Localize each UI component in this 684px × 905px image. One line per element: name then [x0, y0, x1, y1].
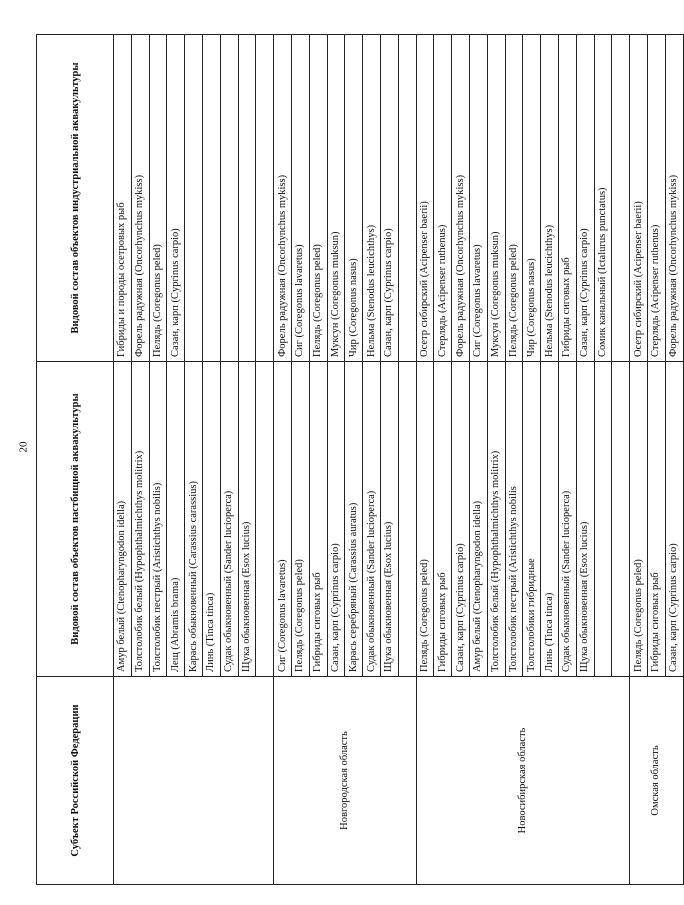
pasture-species-cell: Пелядь (Coregonus peled): [416, 362, 434, 677]
industrial-species-cell: Сазан, карп (Cyprinus carpio): [380, 35, 398, 362]
pasture-species-cell: Амур белый (Ctenopharyngodon idella): [114, 362, 132, 677]
region-cell: Новосибирская область: [416, 677, 630, 885]
pasture-species-cell: [256, 362, 274, 677]
industrial-species-cell: Гибриды сиговых рыб: [558, 35, 576, 362]
pasture-species-cell: Карась серебряный (Carassius auratus): [345, 362, 363, 677]
industrial-species-cell: Осетр сибирский (Acipenser baerii): [416, 35, 434, 362]
pasture-species-cell: Гибриды сиговых рыб: [434, 362, 452, 677]
pasture-species-cell: Толстолобик пестрый (Aristichthys nobilis): [149, 362, 167, 677]
industrial-species-cell: Стерлядь (Acipenser ruthenus): [434, 35, 452, 362]
region-cell: [114, 677, 274, 885]
rotated-page-frame: [36, 35, 680, 885]
pasture-species-cell: [594, 362, 612, 677]
pasture-species-cell: Толстолобик пестрый (Aristichthys nobilis: [505, 362, 523, 677]
pasture-species-cell: Щука обыкновенная (Esox lucius): [576, 362, 594, 677]
industrial-species-cell: Осетр сибирский (Acipenser baerii): [630, 35, 648, 362]
industrial-species-cell: [220, 35, 238, 362]
industrial-species-cell: Стерлядь (Acipenser ruthenus): [647, 35, 665, 362]
industrial-species-cell: Сомик канальный (Ictalurus punctatus): [594, 35, 612, 362]
pasture-species-cell: Амур белый (Ctenopharyngodon idella): [469, 362, 487, 677]
table-row: [630, 35, 648, 885]
industrial-species-cell: Сиг (Coregonus lavaretus): [291, 35, 309, 362]
table-header: [37, 35, 114, 885]
pasture-species-cell: Гибриды сиговых рыб: [309, 362, 327, 677]
industrial-species-cell: Сазан, карп (Cyprinus carpio): [576, 35, 594, 362]
pasture-species-cell: [612, 362, 630, 677]
table-row: [416, 35, 434, 885]
pasture-species-cell: Гибриды сиговых рыб: [647, 362, 665, 677]
pasture-species-cell: Щука обыкновенная (Esox lucius): [380, 362, 398, 677]
industrial-species-cell: Форель радужная (Oncorhynchus mykiss): [452, 35, 470, 362]
industrial-species-cell: Пелядь (Coregonus peled): [309, 35, 327, 362]
industrial-species-cell: Сазан, карп (Cyprinus carpio): [167, 35, 185, 362]
pasture-species-cell: Пелядь (Coregonus peled): [630, 362, 648, 677]
pasture-species-cell: Толстолобики гибридные: [523, 362, 541, 677]
pasture-species-cell: Толстолобик белый (Hypophthalmichthys molitrix): [131, 362, 149, 677]
pasture-species-cell: Линь (Tinca tinca): [202, 362, 220, 677]
industrial-species-cell: Пелядь (Coregonus peled): [149, 35, 167, 362]
industrial-species-cell: Форель радужная (Oncorhynchus mykiss): [274, 35, 292, 362]
pasture-species-cell: Сазан, карп (Cyprinus carpio): [327, 362, 345, 677]
pasture-species-cell: Сазан, карп (Cyprinus carpio): [452, 362, 470, 677]
industrial-species-cell: Форель радужная (Oncorhynchus mykiss): [665, 35, 683, 362]
pasture-species-cell: Щука обыкновенная (Esox lucius): [238, 362, 256, 677]
industrial-species-cell: [238, 35, 256, 362]
document-sheet: [36, 35, 680, 885]
industrial-species-cell: Форель радужная (Oncorhynchus mykiss): [131, 35, 149, 362]
table-row: [274, 35, 292, 885]
industrial-species-cell: [398, 35, 416, 362]
industrial-species-cell: Чир (Coregonus nasus): [523, 35, 541, 362]
species-table: [36, 34, 684, 885]
industrial-species-cell: Муксун (Coregonus muksun): [327, 35, 345, 362]
pasture-species-cell: Линь (Tinca tinca): [541, 362, 559, 677]
pasture-species-cell: Сазан, карп (Cyprinus carpio): [665, 362, 683, 677]
region-cell: Новгородская область: [274, 677, 416, 885]
pasture-species-cell: Пелядь (Coregonus peled): [291, 362, 309, 677]
pasture-species-cell: Карась обыкновенный (Carassius carassius): [185, 362, 203, 677]
industrial-species-cell: Чир (Coregonus nasus): [345, 35, 363, 362]
region-cell: Омская область: [630, 677, 683, 885]
industrial-species-cell: [256, 35, 274, 362]
industrial-species-cell: [202, 35, 220, 362]
pasture-species-cell: Лещ (Abramis brama): [167, 362, 185, 677]
industrial-species-cell: [185, 35, 203, 362]
industrial-species-cell: Муксун (Coregonus muksun): [487, 35, 505, 362]
page-number: 20: [17, 441, 30, 453]
industrial-species-cell: Нельма (Stenodus leucichthys): [541, 35, 559, 362]
industrial-species-cell: [612, 35, 630, 362]
industrial-species-cell: Сиг (Coregonus lavaretus): [469, 35, 487, 362]
industrial-species-cell: Нельма (Stenodus leucichthys): [363, 35, 381, 362]
header-industrial: Видовой состав объектов индустриальной аквакультуры: [37, 35, 114, 362]
pasture-species-cell: Судак обыкновенный (Sander lucioperca): [363, 362, 381, 677]
header-row: [37, 35, 114, 885]
pasture-species-cell: Сиг (Coregonus lavaretus): [274, 362, 292, 677]
industrial-species-cell: Пелядь (Coregonus peled): [505, 35, 523, 362]
header-pasture: Видовой состав объектов пастбищной аквакультуры: [37, 362, 114, 677]
table-row: [114, 35, 132, 885]
pasture-species-cell: Судак обыкновенный (Sander lucioperca): [220, 362, 238, 677]
header-region: Субъект Российской Федерации: [37, 677, 114, 885]
pasture-species-cell: Судак обыкновенный (Sander lucioperca): [558, 362, 576, 677]
pasture-species-cell: Толстолобик белый (Hypophthalmichthys molitrix): [487, 362, 505, 677]
pasture-species-cell: [398, 362, 416, 677]
industrial-species-cell: Гибриды и породы осетровых рыб: [114, 35, 132, 362]
table-body: [114, 35, 684, 885]
